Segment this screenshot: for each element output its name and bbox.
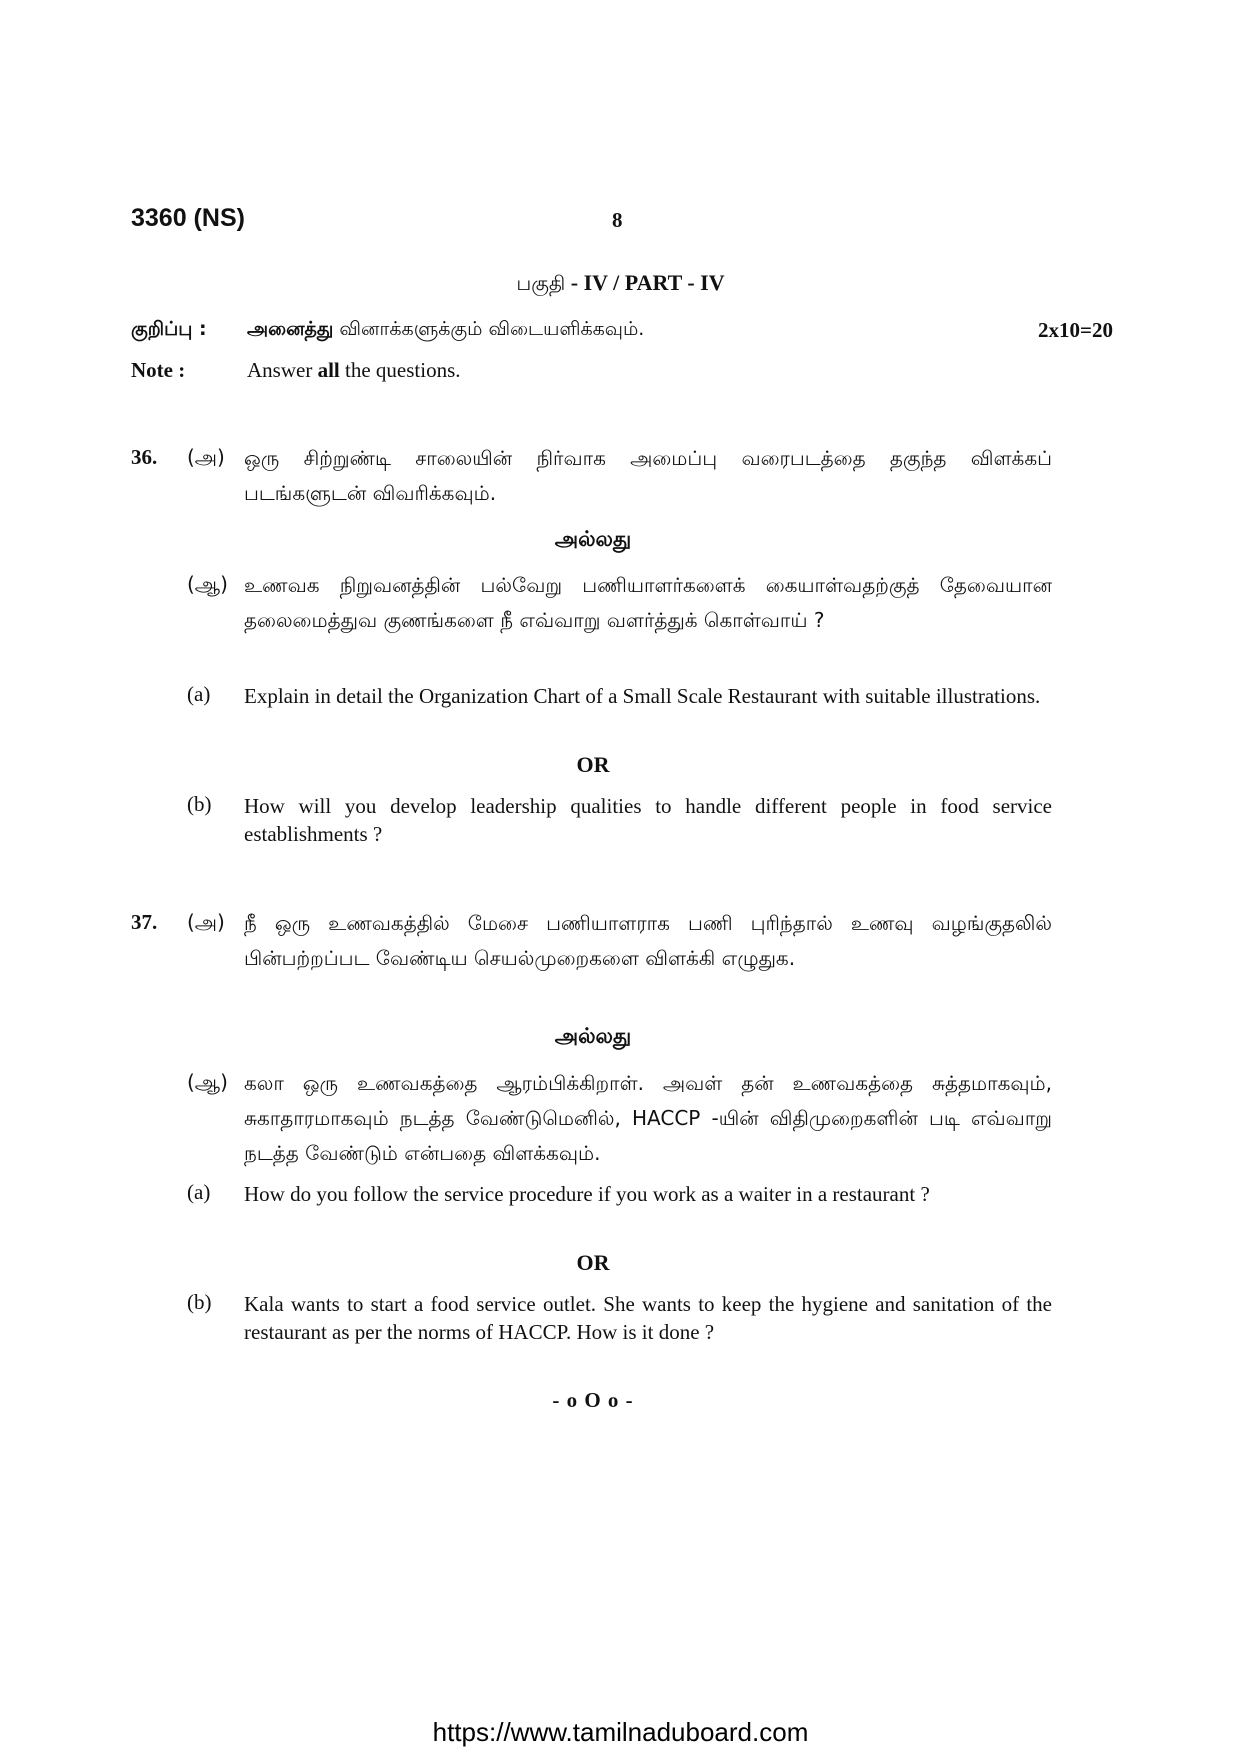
- q36-or-english: OR: [576, 752, 610, 777]
- note-english-bold: all: [317, 358, 340, 382]
- note-english-text: [247, 358, 461, 383]
- q37-b-tamil: கலா ஒரு உணவகத்தை ஆரம்பிக்கிறாள். அவள் தன் உணவகத்தை சுத்தமாகவும், சுகாதாரமாகவும் நடத்த வேண்டுமெனில், HACCP -யின் விதிமுறைகளின் படி எவ்வாறு நடத்த வேண்டும் என்பதை விளக்கவும்.: [244, 1071, 1052, 1165]
- q37-a-english: How do you follow the service procedure if you work as a waiter in a restaurant ?: [244, 1182, 930, 1206]
- note-tamil: [131, 318, 1113, 348]
- q37-a-tamil: நீ ஒரு உணவகத்தில் மேசை பணியாளராக பணி புரிந்தால் உணவு வழங்குதலில் பின்பற்றப்பட வேண்டிய செயல்முறைகளை விளக்கி எழுதுக.: [244, 911, 1052, 970]
- q37-or-tamil: அல்லது: [554, 1024, 632, 1048]
- note-english-label: Note :: [131, 358, 186, 382]
- note-english-post: the questions.: [339, 358, 461, 382]
- paper-code: 3360 (NS): [131, 204, 245, 232]
- marks-allocation: 2x10=20: [1038, 318, 1113, 342]
- q37-b-tamil-label: (ஆ): [187, 1070, 228, 1094]
- q37-a-tamil-label: (அ): [187, 910, 225, 934]
- note-tamil-label: குறிப்பு :: [131, 318, 207, 340]
- note-english-pre: Answer: [247, 358, 318, 382]
- part-title-english: - IV / PART - IV: [570, 270, 725, 295]
- q36-a-tamil: ஒரு சிற்றுண்டி சாலையின் நிர்வாக அமைப்பு வரைபடத்தை தகுந்த விளக்கப் படங்களுடன் விவரிக்கவும்.: [244, 446, 1052, 505]
- part-title-tamil: பகுதி: [516, 271, 566, 295]
- q36-a-english-label: (a): [187, 682, 211, 706]
- q36-or-tamil: அல்லது: [554, 527, 632, 551]
- q36-b-english-label: (b): [187, 792, 212, 816]
- note-tamil-bold: அனைத்து: [247, 318, 334, 340]
- q36-b-english: How will you develop leadership qualities to handle different people in food service establishments ?: [244, 794, 1052, 846]
- q36-a-tamil-label: (அ): [187, 445, 225, 469]
- q36-b-tamil: உணவக நிறுவனத்தின் பல்வேறு பணியாளர்களைக் கையாள்வதற்குத் தேவையான தலைமைத்துவ குணங்களை நீ எவ்வாறு வளர்த்துக் கொள்வாய் ?: [244, 573, 1052, 632]
- note-tamil-rest: வினாக்களுக்கும் விடையளிக்கவும்.: [333, 318, 645, 340]
- note-tamil-text: [247, 318, 644, 343]
- q36-a-english: Explain in detail the Organization Chart of a Small Scale Restaurant with suitable illustrations.: [244, 684, 1041, 708]
- q37-a-english-label: (a): [187, 1180, 211, 1204]
- q37-b-english-label: (b): [187, 1290, 212, 1314]
- page-number: 8: [612, 208, 623, 232]
- note-english: [131, 358, 1113, 388]
- q36-b-tamil-label: (ஆ): [187, 572, 228, 596]
- end-of-paper-mark: - o O o -: [552, 1388, 634, 1412]
- q37-b-english: Kala wants to start a food service outlet. She wants to keep the hygiene and sanitation of the restaurant as per the norms of HACCP. How is it done ?: [244, 1292, 1052, 1344]
- q37-or-english: OR: [576, 1250, 610, 1275]
- footer-url: https://www.tamilnaduboard.com: [432, 1717, 809, 1747]
- question-36-number: 36.: [131, 445, 158, 469]
- part-heading: [0, 270, 1241, 298]
- question-37-number: 37.: [131, 910, 158, 934]
